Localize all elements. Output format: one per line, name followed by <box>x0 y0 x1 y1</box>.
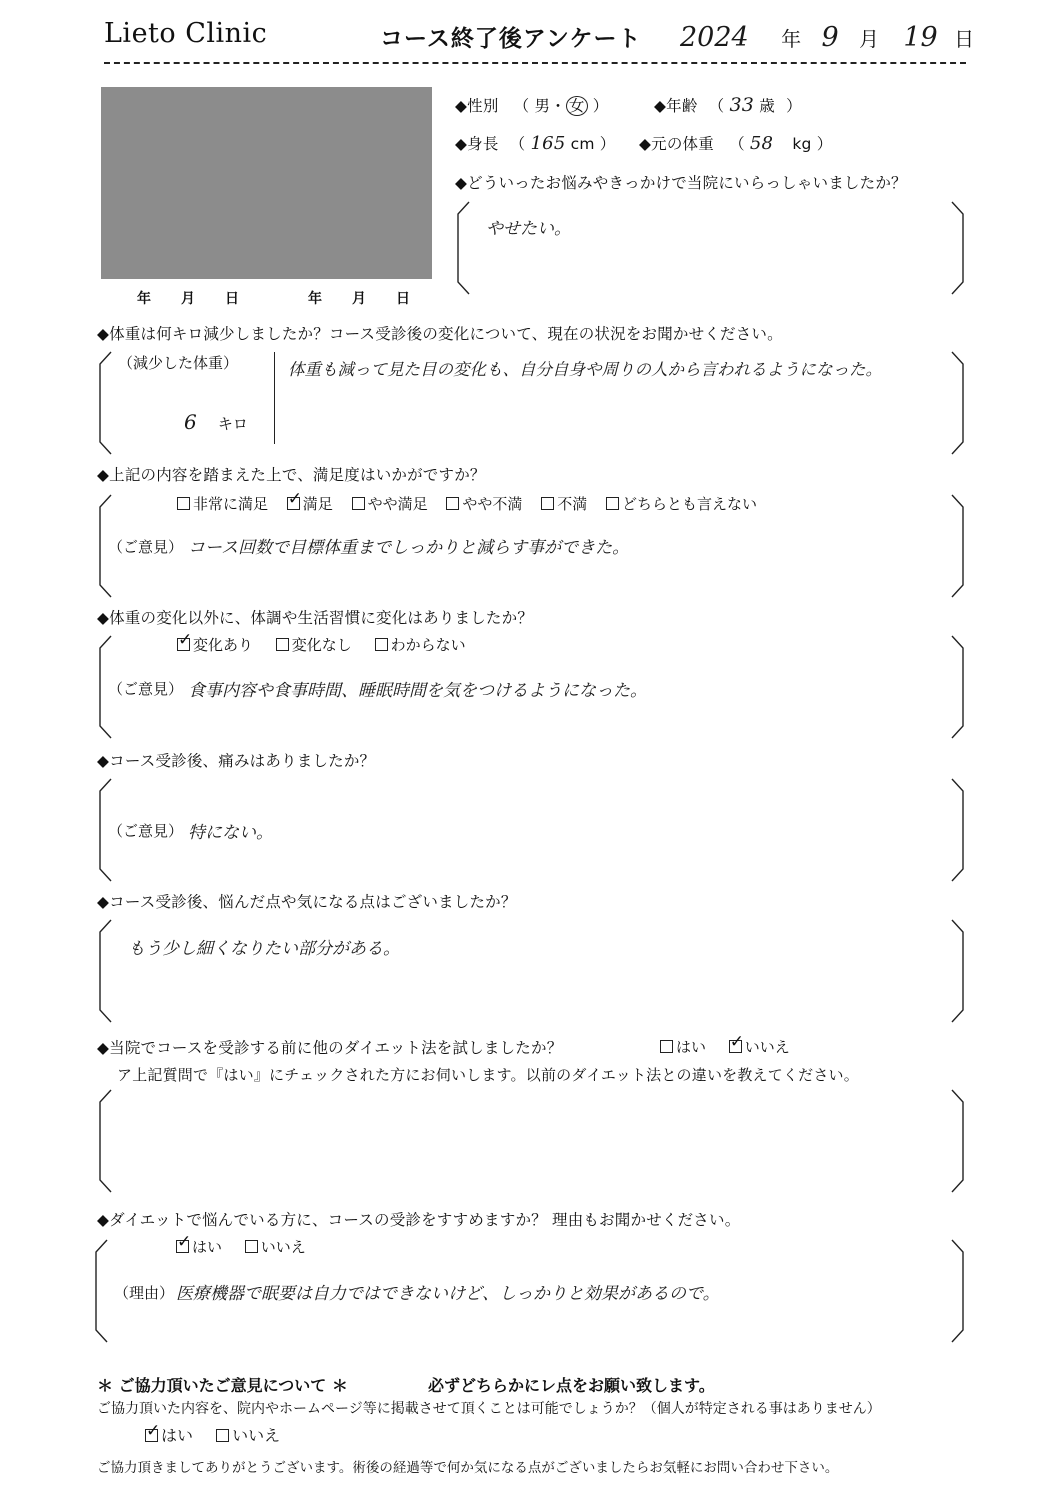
reason-right-bracket <box>948 200 968 296</box>
other-diet-right-bracket <box>948 1088 968 1194</box>
other-diet-option[interactable]: ✓ いいえ <box>729 1038 790 1056</box>
weight-right-bracket <box>948 350 968 456</box>
reason-left-bracket <box>455 200 475 296</box>
concern-question: ◆コース受診後、悩んだ点や気になる点はございましたか？ <box>97 893 517 911</box>
gender-dot: ・ <box>550 97 566 115</box>
age-close: ） <box>786 97 802 115</box>
checkbox-icon[interactable] <box>729 1040 742 1053</box>
reason-answer: やせたい。 <box>486 219 571 239</box>
height-value: 165 <box>530 133 566 154</box>
date-month-unit: 月 <box>858 27 879 51</box>
satisfaction-option[interactable]: 不満 <box>541 495 587 513</box>
gender-male: 男 <box>534 97 551 115</box>
other-diet-option[interactable]: はい <box>660 1038 706 1056</box>
date-day-unit: 日 <box>954 27 975 51</box>
weight-lost-value: 6 <box>184 410 197 434</box>
age-open: （ <box>708 97 725 115</box>
weight-value: 58 <box>749 133 774 154</box>
height-row <box>455 132 616 154</box>
concern-left-bracket <box>97 918 117 1024</box>
weight-question: ◆体重は何キロ減少しましたか？コース受診後の変化について、現在の状況をお聞かせください。 <box>97 325 783 343</box>
checkbox-icon[interactable] <box>352 497 365 510</box>
checkbox-icon[interactable] <box>177 497 190 510</box>
permission-option[interactable]: ✓はい <box>145 1426 193 1445</box>
recommend-answer: 医療機器で眠要は自力ではできないけど、しっかりと効果があるので。 <box>176 1284 720 1304</box>
checkbox-icon[interactable] <box>216 1429 229 1442</box>
pain-right-bracket <box>948 777 968 883</box>
change-options <box>177 634 466 655</box>
thanks-message: ご協力頂きましてありがとうございます。術後の経過等で何か気になる点がございましたらお気軽にお問い合わせ下さい。 <box>97 1460 839 1476</box>
weight-lost-label: （減少した体重） <box>118 354 239 372</box>
weight-divider <box>274 352 275 444</box>
publish-permission-options <box>145 1423 280 1446</box>
recommend-option[interactable]: いいえ <box>245 1238 306 1256</box>
publish-permission-question: ご協力頂いた内容を、院内やホームページ等に掲載させて頂くことは可能でしょうか？（個人が特定される事はありません） <box>97 1401 881 1417</box>
checkbox-icon[interactable] <box>287 497 300 510</box>
date-year-unit: 年 <box>781 27 802 51</box>
other-diet-options <box>660 1036 790 1057</box>
satisfaction-right-bracket <box>948 493 968 599</box>
pain-opinion-label: （ご意見） <box>108 822 184 840</box>
change-option[interactable]: ✓変化あり <box>177 636 253 654</box>
form-title: コース終了後アンケート <box>380 26 642 52</box>
satisfaction-options <box>177 493 757 514</box>
satisfaction-option[interactable]: 非常に満足 <box>177 495 268 513</box>
concern-right-bracket <box>948 918 968 1024</box>
pain-answer: 特にない。 <box>188 823 273 843</box>
satisfaction-answer: コース回数で目標体重までしっかりと減らす事ができた。 <box>188 538 630 558</box>
height-label: ◆身長 <box>455 135 499 153</box>
permission-option[interactable]: いいえ <box>216 1426 280 1445</box>
change-option[interactable]: わからない <box>375 636 466 654</box>
weight-unit: kg <box>792 135 812 153</box>
checkbox-icon[interactable] <box>245 1240 258 1253</box>
must-check-notice: 必ずどちらかにレ点をお願い致します。 <box>428 1376 715 1395</box>
age-row <box>654 94 802 116</box>
recommend-left-bracket <box>93 1238 113 1344</box>
gender-close: ） <box>592 97 609 115</box>
date-month: 9 <box>821 22 839 53</box>
weight-lost-row <box>184 410 248 434</box>
weight-close: ） <box>816 135 833 153</box>
other-diet-question: ◆当院でコースを受診する前に他のダイエット法を試しましたか？ <box>97 1039 563 1057</box>
satisfaction-option[interactable]: どちらとも言えない <box>606 495 757 513</box>
cooperation-title: ＊ ご協力頂いたご意見について ＊ <box>97 1376 348 1395</box>
checkbox-icon[interactable] <box>660 1040 673 1053</box>
weight-answer: 体重も減って見た目の変化も、自分自身や周りの人から言われるようになった。 <box>288 360 882 379</box>
recommend-question: ◆ダイエットで悩んでいる方に、コースの受診をすすめますか？ 理由もお聞かせください。 <box>97 1211 741 1229</box>
checkbox-icon[interactable] <box>145 1429 158 1442</box>
change-answer: 食事内容や食事時間、睡眠時間を気をつけるようになった。 <box>188 681 647 701</box>
satisfaction-question: ◆上記の内容を踏まえた上で、満足度はいかがですか？ <box>97 466 486 484</box>
checkbox-icon[interactable] <box>276 638 289 651</box>
before-photo-placeholder <box>101 87 432 279</box>
other-diet-left-bracket <box>97 1088 117 1194</box>
age-unit: 歳 <box>759 97 775 115</box>
checkbox-icon[interactable] <box>606 497 619 510</box>
height-unit: cm <box>570 135 595 153</box>
checkbox-icon[interactable] <box>446 497 459 510</box>
form-date <box>680 22 974 53</box>
clinic-logo: Lieto Clinic <box>104 18 268 49</box>
satisfaction-opinion-label: （ご意見） <box>108 538 184 556</box>
gender-female: 女 <box>566 96 588 116</box>
weight-label: ◆元の体重 <box>639 135 714 153</box>
gender-row <box>455 94 608 116</box>
recommend-option[interactable]: ✓はい <box>176 1238 222 1256</box>
recommend-reason-label: （理由） <box>114 1284 175 1302</box>
weight-row <box>639 132 832 154</box>
photo-right-date: 年 月 日 <box>308 291 410 307</box>
reason-question: ◆どういったお悩みやきっかけで当院にいらっしゃいましたか？ <box>455 174 907 192</box>
checkbox-icon[interactable] <box>177 638 190 651</box>
change-opinion-label: （ご意見） <box>108 680 184 698</box>
age-value: 33 <box>729 94 755 116</box>
checkbox-icon[interactable] <box>176 1240 189 1253</box>
other-diet-subquestion: ア上記質問で『はい』にチェックされた方にお伺いします。以前のダイエット法との違いを教えてください。 <box>117 1066 859 1084</box>
change-question: ◆体重の変化以外に、体調や生活習慣に変化はありましたか？ <box>97 609 534 627</box>
satisfaction-option[interactable]: ✓ 満足 <box>287 495 333 513</box>
gender-label: ◆性別 <box>455 97 499 115</box>
pain-question: ◆コース受診後、痛みはありましたか？ <box>97 752 376 770</box>
change-option[interactable]: 変化なし <box>276 636 352 654</box>
checkbox-icon[interactable] <box>375 638 388 651</box>
concern-answer: もう少し細くなりたい部分がある。 <box>128 939 400 959</box>
weight-open: （ <box>729 135 745 153</box>
height-close: ） <box>599 135 616 153</box>
checkbox-icon[interactable] <box>541 497 554 510</box>
height-open: （ <box>509 135 526 153</box>
header-divider <box>104 62 966 64</box>
age-label: ◆年齢 <box>654 97 698 115</box>
date-year: 2024 <box>680 22 749 53</box>
photo-left-date: 年 月 日 <box>137 291 239 307</box>
satisfaction-option[interactable]: やや不満 <box>446 495 522 513</box>
change-right-bracket <box>948 634 968 740</box>
recommend-options <box>176 1236 306 1257</box>
satisfaction-option[interactable]: やや満足 <box>352 495 428 513</box>
weight-left-bracket <box>97 350 117 456</box>
date-day: 19 <box>903 22 938 53</box>
gender-open: （ <box>513 97 530 115</box>
weight-lost-unit: キロ <box>217 415 248 433</box>
recommend-right-bracket <box>948 1238 968 1344</box>
